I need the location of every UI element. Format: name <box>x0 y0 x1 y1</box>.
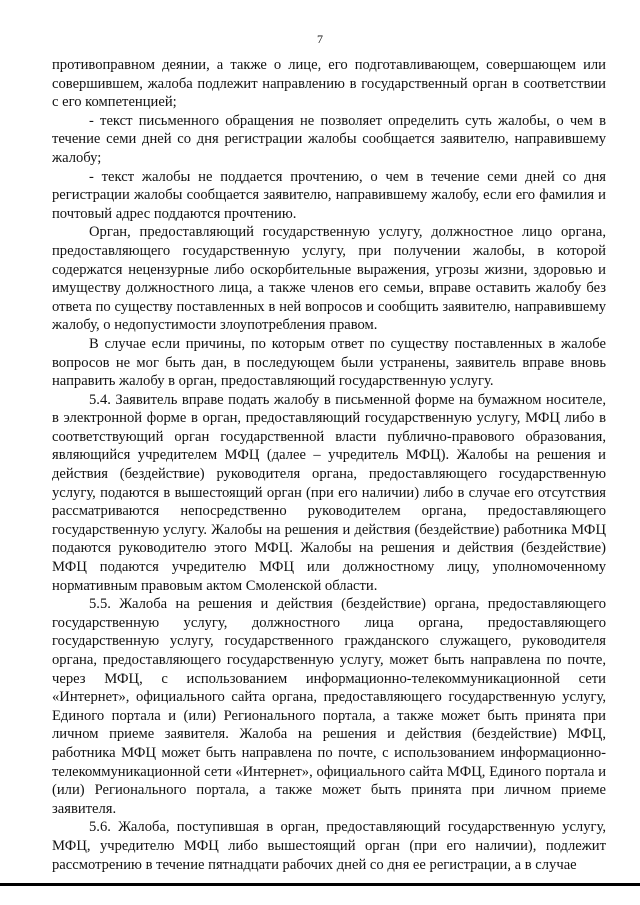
list-item-unreadable-essence: - текст письменного обращения не позволяет определить суть жалобы, о чем в течение семи дней со дня регистрации жалобы сообщается заявителю, направившему жалобу; <box>52 112 606 166</box>
section-5-6: 5.6. Жалоба, поступившая в орган, предоставляющий государственную услугу, МФЦ, учредителю МФЦ либо вышестоящий орган (при его наличии), подлежит рассмотрению в течение пятнадцати рабочих дней со дня ее регистрации, а в случае <box>52 819 606 873</box>
page-number: 7 <box>317 32 323 46</box>
paragraph-offensive-complaint: Орган, предоставляющий государственную услугу, должностное лицо органа, предоставляющего государственную услугу, при получении жалобы, в которой содержатся нецензурные либо оскорбительные выражения, угрозы жизни, здоровью и имуществу должностного лица, а также членов его семьи, вправе оставить жалобу без ответа по существу поставленных в ней вопросов и сообщить заявителю, направившему жалобу, о недопустимости злоупотребления правом. <box>52 224 606 334</box>
paragraph-resubmission: В случае если причины, по которым ответ по существу поставленных в жалобе вопросов не мог быть дан, в последующем были устранены, заявитель вправе вновь направить жалобу в орган, предоставляющий государственную услугу. <box>52 335 606 390</box>
bottom-border-line <box>0 883 640 886</box>
paragraph-continuation: противоправном деянии, а также о лице, его подготавливающем, совершающем или совершившем, жалоба подлежит направлению в государственный орган в соответствии с его компетенцией; <box>52 57 606 111</box>
section-5-5: 5.5. Жалоба на решения и действия (бездействие) органа, предоставляющего государственную услугу, должностного лица органа, предоставляющего государственную услугу, государственного гражданского служащего, руководителя органа, предоставляющего государственную услугу, может быть направлена по почте, через МФЦ, с использованием информационно-телекоммуникационной сети «Интернет», официального сайта органа, предоставляющего государственную услугу, Единого портала и (или) Регионального портала, а также может быть принята при личном приеме заявителя. Жалоба на решения и действия (бездействие) МФЦ, работника МФЦ может быть направлена по почте, с использованием информационно-телекоммуникационной сети «Интернет», официального сайта МФЦ, Единого портала и (или) Регионального портала, а также может быть принята при личном приеме заявителя. <box>52 596 606 817</box>
list-item-unreadable-text: - текст жалобы не поддается прочтению, о чем в течение семи дней со дня регистрации жалобы сообщается заявителю, направившему жалобу, если его фамилия и почтовый адрес поддаются прочтению. <box>52 168 606 222</box>
document-body <box>52 56 606 874</box>
section-5-4: 5.4. Заявитель вправе подать жалобу в письменной форме на бумажном носителе, в электронной форме в орган, предоставляющий государственную услугу, МФЦ либо в соответствующий орган государственной власти публично-правового образования, являющийся учредителем МФЦ (далее – учредитель МФЦ). Жалобы на решения и действия (бездействие) руководителя органа, предоставляющего государственную услугу, подаются в вышестоящий орган (при его наличии) либо в случае его отсутствия рассматриваются непосредственно руководителем органа, предоставляющего государственную услугу. Жалобы на решения и действия (бездействие) работника МФЦ подаются руководителю этого МФЦ. Жалобы на решения и действия (бездействие) МФЦ подаются учредителю МФЦ или должностному лицу, уполномоченному нормативным правовым актом Смоленской области. <box>52 391 606 594</box>
